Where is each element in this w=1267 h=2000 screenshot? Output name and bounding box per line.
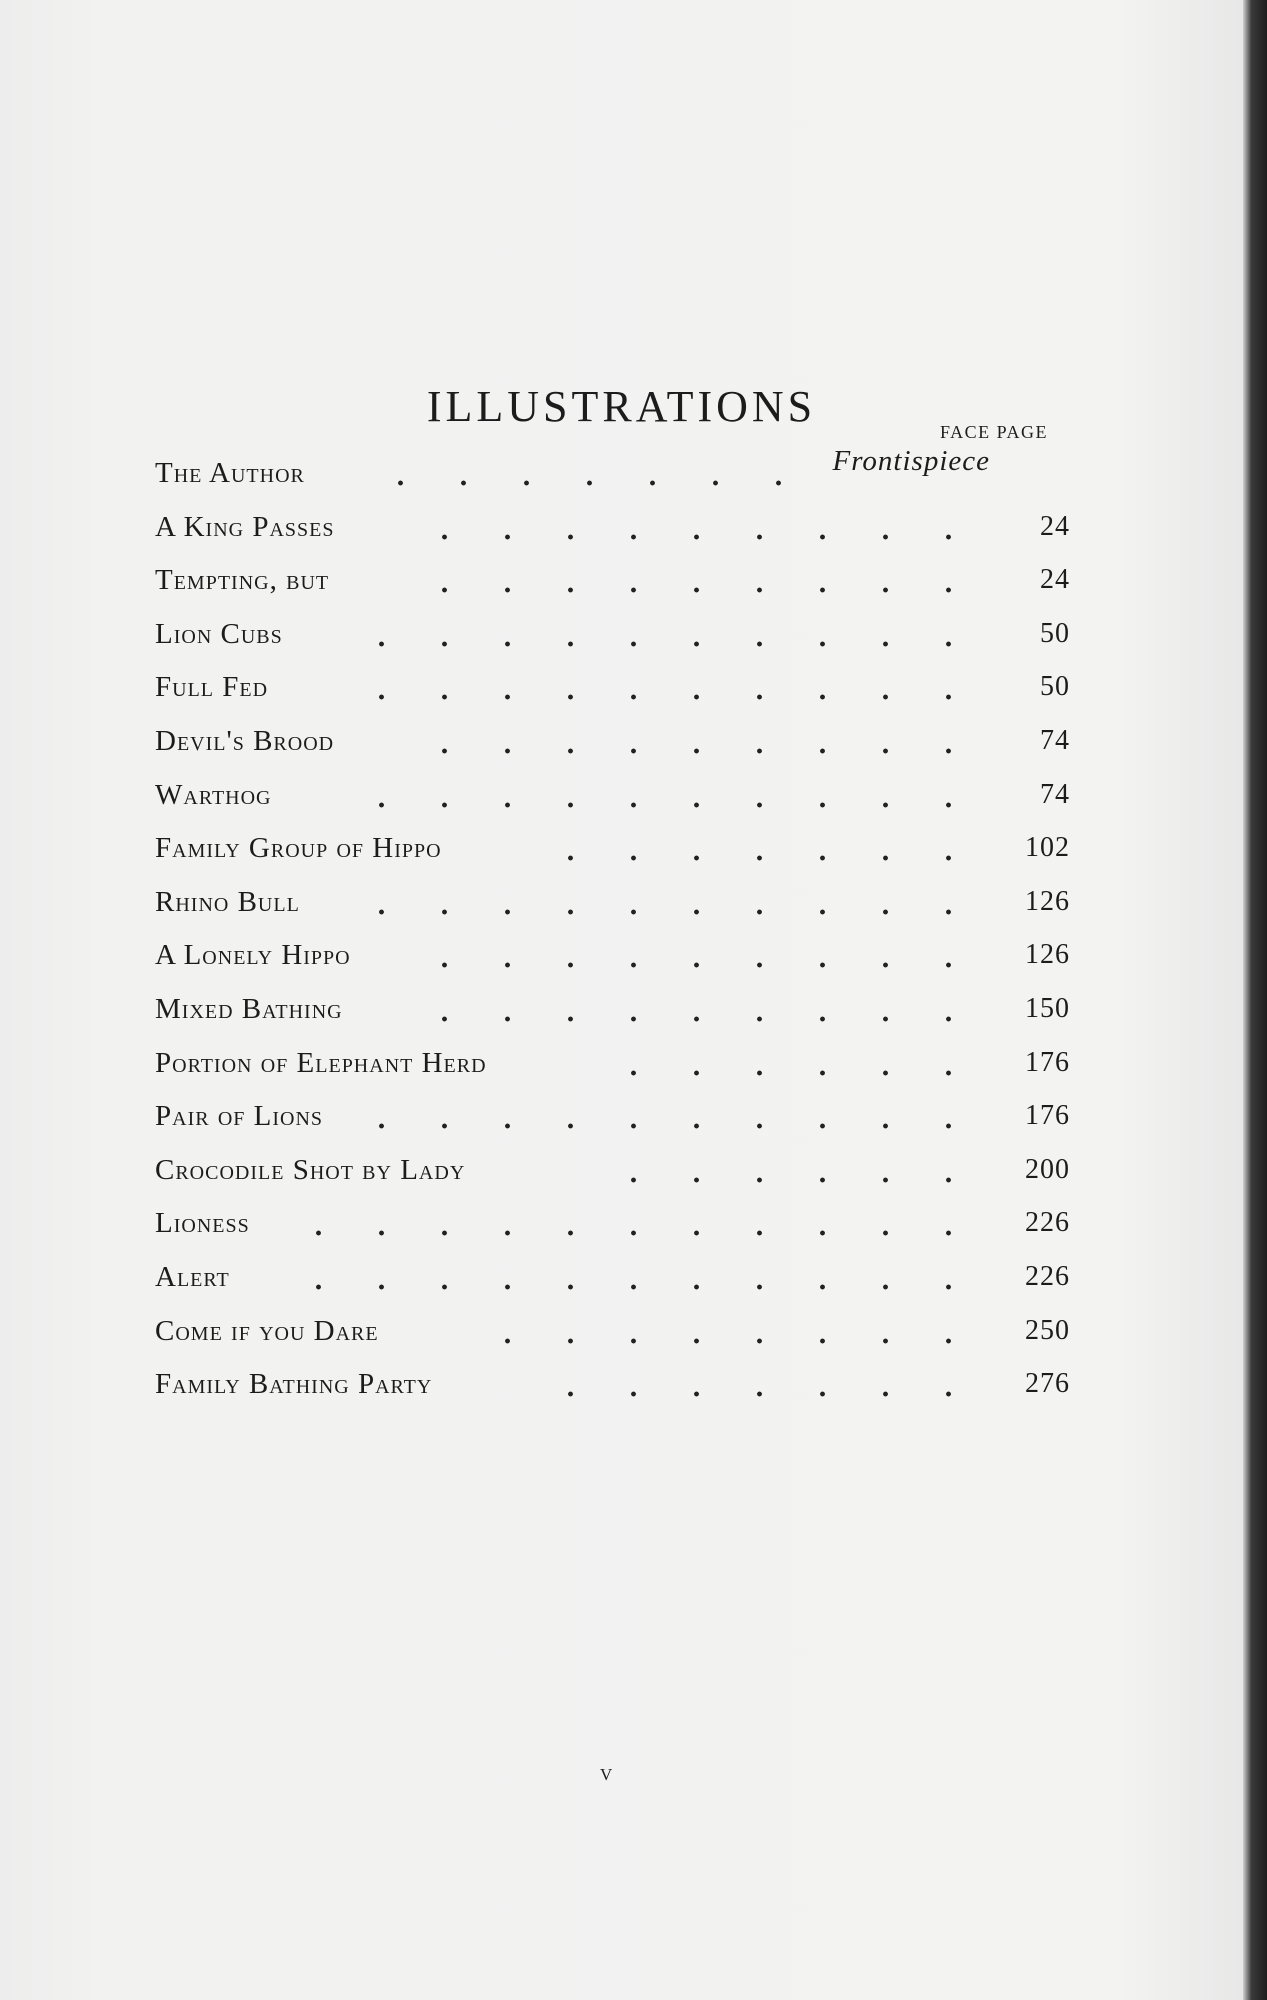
entry-title: A Lonely Hippo: [155, 939, 365, 972]
page-title: ILLUSTRATIONS: [426, 382, 817, 432]
entry-page: 24: [1040, 510, 1070, 542]
entry-page: 74: [1040, 724, 1070, 756]
illustrations-list: [155, 445, 1070, 1410]
leader-dots: [425, 939, 980, 969]
entry-title: Alert: [155, 1261, 244, 1294]
leader-dots: [395, 564, 980, 594]
entry-title: Lion Cubs: [155, 618, 297, 651]
book-edge-shadow: [1243, 0, 1267, 2000]
list-item: [155, 874, 1070, 928]
entry-page: 226: [1025, 1260, 1070, 1292]
leader-dots: [425, 993, 980, 1023]
entry-title: Come if you Dare: [155, 1315, 393, 1348]
list-item: [155, 1088, 1070, 1142]
entry-title: Pair of Lions: [155, 1100, 337, 1133]
entry-page: 50: [1040, 671, 1070, 703]
list-item: [155, 606, 1070, 660]
entry-page: 24: [1040, 564, 1070, 596]
entry-page: 176: [1025, 1100, 1070, 1132]
list-item: [155, 713, 1070, 767]
list-item: [155, 1356, 1070, 1410]
entry-page: 176: [1025, 1046, 1070, 1078]
entry-page: 200: [1025, 1153, 1070, 1185]
list-item: [155, 659, 1070, 713]
leader-dots: [375, 1100, 980, 1130]
leader-dots: [395, 511, 980, 541]
leader-dots: [535, 1368, 980, 1398]
leader-dots: [595, 1047, 980, 1077]
list-item: [155, 445, 1070, 499]
entry-title: Family Bathing Party: [155, 1368, 446, 1401]
leader-dots: [365, 457, 810, 487]
entry-title: Crocodile Shot by Lady: [155, 1154, 479, 1187]
entry-title: Full Fed: [155, 671, 282, 704]
list-item: [155, 1195, 1070, 1249]
list-item: [155, 552, 1070, 606]
entry-page: 226: [1025, 1207, 1070, 1239]
list-item: [155, 499, 1070, 553]
leader-dots: [325, 671, 980, 701]
entry-title: Devil's Brood: [155, 725, 348, 758]
list-item: [155, 1249, 1070, 1303]
entry-title: Tempting, but: [155, 564, 343, 597]
entry-title: Family Group of Hippo: [155, 832, 456, 865]
entry-page: 50: [1040, 617, 1070, 649]
entry-title: Portion of Elephant Herd: [155, 1047, 501, 1080]
face-page-column-label: FACE PAGE: [940, 422, 1049, 442]
list-item: [155, 1303, 1070, 1357]
entry-page: 250: [1025, 1314, 1070, 1346]
leader-dots: [465, 1315, 980, 1345]
entry-page: 102: [1025, 832, 1070, 864]
entry-title: Lioness: [155, 1207, 264, 1240]
leader-dots: [325, 618, 980, 648]
entry-title: Mixed Bathing: [155, 993, 357, 1026]
leader-dots: [265, 1261, 980, 1291]
list-item: [155, 981, 1070, 1035]
entry-title: Warthog: [155, 779, 286, 812]
list-item: [155, 767, 1070, 821]
leader-dots: [385, 725, 980, 755]
entry-title: The Author: [155, 457, 319, 490]
entry-title: Rhino Bull: [155, 886, 314, 919]
leader-dots: [295, 1207, 980, 1237]
entry-title: A King Passes: [155, 511, 349, 544]
page-folio: v: [600, 1760, 613, 1786]
list-item: [155, 1142, 1070, 1196]
leader-dots: [575, 1154, 980, 1184]
entry-page: 74: [1040, 778, 1070, 810]
leader-dots: [555, 832, 980, 862]
leader-dots: [325, 779, 980, 809]
entry-page: 150: [1025, 992, 1070, 1024]
entry-page: 126: [1025, 885, 1070, 917]
leader-dots: [355, 886, 980, 916]
list-item: [155, 927, 1070, 981]
entry-page: 276: [1025, 1368, 1070, 1400]
list-item: [155, 1035, 1070, 1089]
entry-page: Frontispiece: [832, 445, 990, 477]
list-item: [155, 820, 1070, 874]
entry-page: 126: [1025, 939, 1070, 971]
